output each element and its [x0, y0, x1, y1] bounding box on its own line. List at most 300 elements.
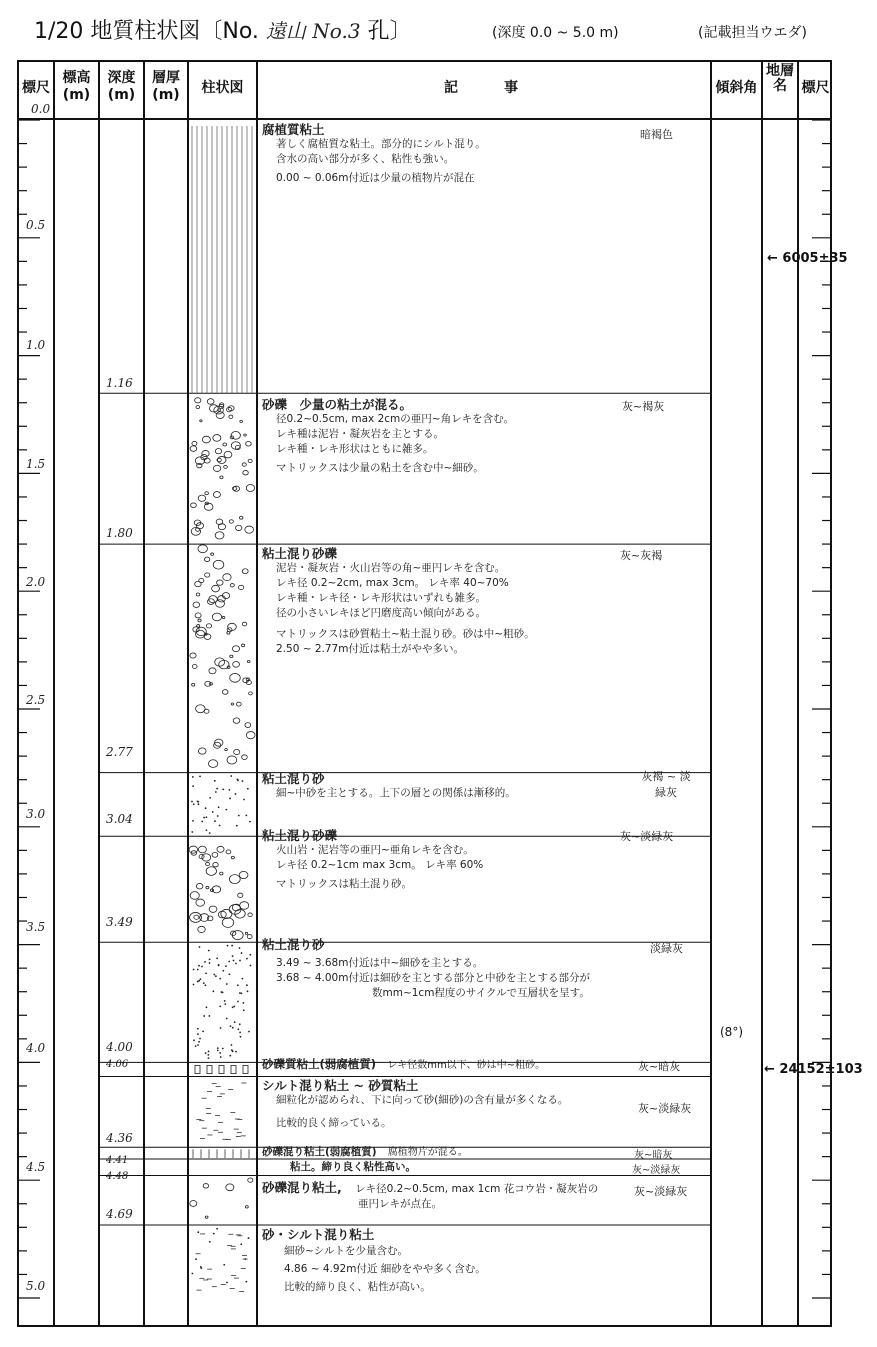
column-pattern-sand: [213, 1233, 215, 1235]
column-pattern-sand: [222, 788, 224, 790]
column-pattern-gravel: [246, 484, 254, 491]
depth-label: 4.06: [106, 1059, 129, 1070]
layer-line: 泥岩・凝灰岩・火山岩等の角~亜円レキを含む。: [276, 562, 506, 574]
column-pattern-gravel: [190, 446, 197, 452]
col-header-scale: 標尺: [22, 80, 50, 96]
column-pattern-sand: [243, 1009, 245, 1011]
column-pattern-gravel: [246, 441, 252, 446]
column-pattern-gravel: [227, 756, 237, 764]
column-pattern-gravel: [246, 732, 255, 739]
column-pattern-sand: [225, 965, 227, 967]
column-pattern-sand: [192, 776, 194, 778]
column-pattern-sand: [239, 1031, 241, 1033]
layer-line: マトリックスは砂質粘土~粘土混り砂。砂は中~粗砂。: [276, 628, 535, 640]
column-pattern-gravel: [223, 443, 227, 446]
layer-title: 砂礫混り粘土(弱腐植質): [262, 1146, 377, 1158]
column-pattern-gravel: [213, 862, 218, 866]
layer-line: 細~中砂を主とする。上下の層との関係は漸移的。: [276, 787, 516, 799]
col-header-description: 記 事: [444, 80, 524, 96]
column-pattern-gravel: [206, 624, 211, 628]
layer-color: 淡緑灰: [650, 942, 683, 955]
layer-color: 灰~暗灰: [638, 1060, 681, 1073]
recorder: (記載担当ウエダ): [698, 25, 807, 41]
column-pattern-sand: [203, 817, 205, 819]
column-pattern-gravel: [190, 1201, 197, 1207]
column-pattern-gravel: [192, 441, 197, 445]
column-pattern-sand: [203, 1015, 205, 1017]
column-pattern-gravel: [204, 557, 209, 561]
column-pattern-gravel: [218, 524, 225, 530]
layer-description: [262, 828, 483, 892]
column-pattern-gravel: [226, 850, 231, 854]
column-pattern-sand: [232, 1027, 234, 1029]
column-pattern-sand: [235, 1051, 237, 1053]
column-pattern-block: [243, 1065, 248, 1073]
column-pattern-sand: [206, 829, 208, 831]
column-pattern-gravel: [190, 653, 196, 658]
layer-description: [262, 1180, 598, 1212]
column-pattern-sand: [197, 1033, 199, 1035]
layer-description: [262, 1146, 468, 1159]
column-pattern-gravel: [220, 476, 223, 479]
layer-line: 比較的良く締っている。: [276, 1117, 392, 1129]
column-pattern-sand: [230, 775, 232, 777]
column-pattern-sand: [233, 960, 235, 962]
column-pattern-gravel: [236, 525, 242, 530]
layer-line: 含水の高い部分が多く、粘性も強い。: [276, 153, 455, 165]
scale-label: 4.5: [26, 1160, 46, 1174]
layer-title: 粘土混り砂礫: [262, 546, 338, 561]
column-pattern-sand: [222, 1048, 224, 1050]
layer-title: 砂礫混り粘土,: [262, 1180, 342, 1195]
column-pattern-sand: [237, 984, 239, 986]
layer-line: 細砂~シルトを少量含む。: [284, 1245, 409, 1257]
column-pattern-gravel: [190, 892, 199, 900]
layer-title: 粘土混り砂: [262, 937, 325, 952]
column-pattern-gravel: [198, 926, 205, 932]
column-pattern-sand: [201, 966, 203, 968]
column-pattern-sand: [243, 799, 245, 801]
column-pattern-gravel: [193, 602, 200, 607]
layer-line: 亜円レキが点在。: [358, 1198, 442, 1210]
column-pattern-gravel: [206, 867, 216, 876]
layer-title: 粘土混り砂礫: [262, 828, 338, 843]
column-pattern-sand: [208, 950, 210, 952]
column-pattern-sand: [224, 1000, 226, 1002]
layer-line: 径の小さいレキほど円磨度高い傾向がある。: [276, 607, 486, 619]
column-pattern-gravel: [215, 449, 221, 454]
column-pattern-gravel: [248, 459, 252, 462]
column-pattern-gravel: [222, 616, 225, 618]
layer-line: レキ種・レキ径・レキ形状はいずれも雑多。: [276, 592, 486, 604]
column-pattern-sand: [213, 974, 215, 976]
column-pattern-sand: [245, 1281, 247, 1283]
scale-label: 5.0: [26, 1279, 46, 1293]
column-pattern-sand: [217, 1047, 219, 1049]
column-pattern-sand: [200, 978, 202, 980]
layer-color: 灰~暗灰: [634, 1150, 673, 1161]
column-pattern-sand: [230, 1025, 232, 1027]
column-pattern-sand: [242, 1002, 244, 1004]
column-pattern-sand: [225, 809, 227, 811]
column-pattern-sand: [197, 800, 199, 802]
depth-label: 4.48: [106, 1171, 129, 1182]
column-pattern-sand: [216, 1228, 218, 1230]
column-pattern-gravel: [222, 918, 234, 928]
layer-title: 粘土。締り良く粘性高い。: [290, 1161, 416, 1173]
dip-value: (8°): [720, 1025, 743, 1039]
layer-line: 径0.2~0.5cm, max 2cmの亜円~角レキを含む。: [276, 413, 515, 425]
column-pattern-sand: [247, 990, 249, 992]
column-pattern-gravel: [205, 681, 211, 686]
column-pattern-sand: [199, 775, 201, 777]
column-pattern-gravel: [217, 580, 223, 585]
column-pattern-gravel: [189, 846, 198, 853]
layer-title: 砂礫 少量の粘土が混る。: [262, 397, 413, 412]
column-pattern-gravel: [202, 436, 210, 443]
column-pattern-gravel: [247, 935, 252, 939]
column-pattern-sand: [219, 1005, 221, 1007]
scale-label: 1.0: [26, 338, 46, 352]
column-pattern-sand: [197, 1231, 199, 1233]
column-pattern-sand: [195, 1258, 197, 1260]
column-pattern-gravel: [234, 749, 240, 754]
column-pattern-gravel: [242, 644, 245, 647]
column-pattern-sand: [240, 1036, 242, 1038]
col-header-dip: 傾斜角: [715, 80, 758, 96]
layer-color: 灰褐 ~ 淡緑灰: [641, 770, 691, 799]
layer-line: マトリックスは少量の粘土を含む中~細砂。: [276, 462, 484, 474]
column-pattern-gravel: [247, 660, 250, 662]
column-pattern-gravel: [209, 906, 217, 912]
column-pattern-sand: [232, 1050, 234, 1052]
column-pattern-sand: [206, 1006, 208, 1008]
layer-line: 細粒化が認められ、下に向って砂(細砂)の含有量が多くなる。: [276, 1094, 569, 1106]
column-pattern-sand: [209, 832, 211, 834]
column-pattern-gravel: [204, 503, 213, 510]
column-pattern-sand: [212, 990, 214, 992]
column-pattern-gravel: [248, 1178, 253, 1182]
column-pattern-gravel: [192, 664, 197, 668]
column-pattern-gravel: [230, 655, 233, 658]
column-pattern-sand: [215, 975, 217, 977]
layer-color: 暗褐色: [640, 128, 673, 141]
column-pattern-sand: [198, 1041, 200, 1043]
column-pattern-gravel: [196, 406, 200, 409]
column-pattern-sand: [218, 806, 220, 808]
column-pattern-gravel: [213, 492, 220, 498]
column-pattern-sand: [233, 1006, 235, 1008]
scale-label: 1.5: [26, 457, 46, 471]
column-pattern-sand: [232, 955, 234, 957]
column-pattern-gravel: [231, 856, 234, 859]
column-pattern-sand: [208, 1057, 210, 1059]
column-pattern-gravel: [244, 434, 247, 436]
layer-description: [262, 1057, 545, 1073]
depth-label: 3.49: [106, 915, 133, 929]
column-pattern-sand: [249, 954, 251, 956]
layer-description: [262, 771, 516, 801]
column-pattern-sand: [193, 803, 195, 805]
column-pattern-sand: [192, 1273, 194, 1275]
column-pattern-gravel: [230, 673, 241, 682]
depth-label: 4.69: [106, 1207, 133, 1221]
layer-line: 2.50 ~ 2.77m付近は粘土がやや多い。: [276, 643, 464, 655]
title-suffix: 孔〕: [367, 19, 412, 44]
column-pattern-gravel: [206, 886, 209, 889]
column-pattern-sand: [218, 965, 220, 967]
column-pattern-sand: [214, 820, 216, 822]
column-pattern-sand: [220, 1056, 222, 1058]
column-pattern-gravel: [233, 718, 240, 724]
column-pattern-sand: [206, 816, 208, 818]
layer-description: [262, 546, 535, 657]
layer-line: レキ径 0.2~2cm, max 3cm。 レキ率 40~70%: [276, 577, 509, 589]
column-pattern-sand: [228, 973, 230, 975]
column-pattern-gravel: [196, 705, 206, 713]
column-pattern-sand: [229, 1055, 231, 1057]
column-pattern-sand: [229, 798, 231, 800]
column-pattern-gravel: [195, 613, 201, 618]
column-pattern-block: [219, 1065, 224, 1073]
column-pattern-gravel: [224, 465, 228, 468]
column-pattern-gravel: [214, 742, 221, 748]
column-pattern-gravel: [236, 702, 241, 706]
column-pattern-gravel: [196, 899, 205, 906]
column-pattern-sand: [207, 1054, 209, 1056]
column-pattern-sand: [226, 1018, 228, 1020]
radiocarbon-date: ← 24152±103: [764, 1062, 863, 1077]
column-pattern-gravel: [200, 420, 202, 422]
col-header-column: 柱状図: [201, 80, 244, 96]
column-pattern-block: [231, 1065, 236, 1073]
column-pattern-sand: [193, 969, 195, 971]
column-pattern-sand: [236, 825, 238, 827]
column-pattern-block: [195, 1065, 200, 1073]
layer-title: シルト混り粘土 ~ 砂質粘土: [262, 1078, 419, 1093]
layer-line: レキ種は泥岩・凝灰岩を主とする。: [276, 428, 444, 440]
column-pattern-gravel: [239, 585, 244, 589]
column-pattern-sand: [216, 788, 218, 790]
column-pattern-gravel: [198, 619, 201, 622]
column-pattern-gravel: [225, 749, 228, 751]
depth-range: (深度 0.0 ~ 5.0 m): [492, 25, 619, 41]
layer-title: 砂・シルト混り粘土: [262, 1227, 375, 1242]
column-pattern-gravel: [216, 412, 224, 419]
column-pattern-gravel: [208, 760, 217, 768]
column-pattern-gravel: [208, 599, 215, 605]
column-pattern-gravel: [192, 683, 195, 686]
column-pattern-gravel: [227, 407, 232, 411]
column-pattern-sand: [205, 807, 207, 809]
layer-description: [262, 937, 590, 1001]
column-pattern-sand: [205, 1052, 207, 1054]
scale-label: 0.0: [31, 102, 51, 116]
scale-label: 2.0: [26, 575, 46, 589]
depth-label: 4.00: [106, 1040, 133, 1054]
column-pattern-sand: [237, 1001, 239, 1003]
layer-description: [262, 1078, 568, 1131]
column-pattern-sand: [202, 1030, 204, 1032]
column-pattern-gravel: [211, 553, 214, 555]
column-pattern-sand: [231, 1044, 233, 1046]
col-header-depth: 深度 (m): [107, 70, 136, 103]
column-pattern-sand: [239, 947, 241, 949]
depth-label: 1.80: [106, 526, 133, 540]
column-pattern-sand: [205, 972, 207, 974]
column-pattern-sand: [219, 1052, 221, 1054]
column-pattern-gravel: [245, 932, 247, 934]
column-pattern-sand: [239, 1023, 241, 1025]
column-pattern-sand: [239, 992, 241, 994]
layer-title: 腐植質粘土: [262, 122, 325, 137]
column-pattern-gravel: [202, 450, 209, 456]
column-pattern-sand: [217, 1049, 219, 1051]
column-pattern-sand: [237, 780, 239, 782]
column-pattern-sand: [212, 811, 214, 813]
column-pattern-gravel: [212, 852, 218, 857]
column-pattern-sand: [200, 1267, 202, 1269]
column-pattern-gravel: [231, 432, 240, 440]
column-pattern-block: [207, 1065, 212, 1073]
column-pattern-gravel: [245, 1206, 248, 1208]
column-pattern-gravel: [205, 1216, 208, 1218]
column-pattern-sand: [193, 1039, 195, 1041]
column-pattern-sand: [226, 983, 228, 985]
column-pattern-sand: [248, 1237, 250, 1239]
column-pattern-sand: [244, 1258, 246, 1260]
column-pattern-gravel: [213, 435, 221, 442]
layer-description: [262, 122, 486, 186]
column-pattern-gravel: [212, 613, 221, 621]
column-pattern-gravel: [218, 456, 226, 463]
column-pattern-sand: [226, 1282, 228, 1284]
layer-line: 4.86 ~ 4.92m付近 細砂をやや多く含む。: [284, 1263, 486, 1275]
column-pattern-gravel: [239, 516, 242, 519]
depth-label: 3.04: [106, 812, 133, 826]
column-pattern-sand: [223, 1264, 225, 1266]
column-pattern-gravel: [231, 703, 234, 705]
column-pattern-gravel: [222, 690, 228, 695]
column-pattern-sand: [215, 791, 217, 793]
layer-line: レキ種・レキ形状はともに雑多。: [276, 443, 434, 455]
layer-line: 0.00 ~ 0.06m付近は少量の植物片が混在: [276, 172, 475, 184]
column-pattern-sand: [208, 1051, 210, 1053]
col-header-thickness: 層厚 (m): [152, 70, 180, 103]
column-pattern-gravel: [196, 883, 203, 889]
column-pattern-sand: [197, 969, 199, 971]
column-pattern-sand: [191, 801, 193, 803]
column-pattern-gravel: [245, 723, 251, 728]
column-pattern-gravel: [209, 668, 216, 674]
layer-color: 灰~淡緑灰: [634, 1185, 688, 1198]
column-pattern-gravel: [232, 646, 239, 652]
column-pattern-gravel: [220, 872, 223, 875]
layer-line: レキ径0.2~0.5cm, max 1cm 花コウ岩・凝灰岩の: [355, 1183, 599, 1195]
column-pattern-gravel: [240, 420, 243, 422]
column-pattern-gravel: [197, 625, 200, 628]
column-pattern-gravel: [194, 915, 199, 919]
layer-description: [262, 397, 514, 476]
layer-color: 灰~淡緑灰: [632, 1165, 681, 1176]
depth-label: 2.77: [106, 745, 133, 759]
column-pattern-sand: [232, 1006, 234, 1008]
column-pattern-gravel: [224, 451, 232, 458]
column-pattern-gravel: [229, 520, 233, 523]
column-pattern-gravel: [205, 573, 210, 577]
column-pattern-sand: [235, 793, 237, 795]
scale-label: 4.0: [26, 1041, 46, 1055]
layer-line: レキ径数mm以下、砂は中~粗砂。: [387, 1060, 546, 1071]
column-pattern-sand: [198, 803, 200, 805]
column-pattern-sand: [250, 965, 252, 967]
column-pattern-gravel: [245, 526, 254, 533]
column-pattern-gravel: [207, 399, 214, 405]
layer-line: レキ径 0.2~1cm max 3cm。 レキ率 60%: [276, 859, 484, 871]
col-header-formation: 地層名: [766, 63, 794, 94]
column-pattern-sand: [191, 831, 193, 833]
depth-label: 1.16: [106, 376, 133, 390]
column-pattern-sand: [201, 821, 203, 823]
column-pattern-gravel: [242, 755, 248, 760]
column-pattern-gravel: [242, 569, 248, 574]
layer-line: 数mm~1cm程度のサイクルで互層状を呈す。: [372, 987, 590, 999]
layer-line: 比較的締り良く、粘性が高い。: [284, 1281, 431, 1293]
column-pattern-gravel: [206, 862, 210, 865]
column-pattern-sand: [197, 981, 199, 983]
column-pattern-gravel: [215, 532, 224, 539]
title-hole: 遠山 No.3: [265, 19, 361, 43]
column-pattern-sand: [195, 1045, 197, 1047]
layer-title: 砂礫質粘土(弱腐植質): [262, 1057, 377, 1071]
column-pattern-gravel: [226, 1184, 234, 1191]
column-pattern-sand: [227, 945, 229, 947]
column-pattern-gravel: [215, 600, 224, 607]
layer-color: 灰~灰褐: [620, 549, 663, 562]
column-pattern-sand: [198, 965, 200, 967]
column-pattern-sand: [197, 1044, 199, 1046]
column-pattern-sand: [237, 1028, 239, 1030]
column-pattern-gravel: [212, 585, 220, 592]
column-pattern-gravel: [196, 627, 206, 635]
column-pattern-sand: [235, 963, 237, 965]
column-pattern-gravel: [213, 560, 224, 569]
column-pattern-sand: [219, 978, 221, 980]
column-pattern-gravel: [242, 622, 246, 626]
layer-color: 灰~淡緑灰: [638, 1102, 692, 1115]
column-pattern-gravel: [217, 846, 224, 852]
column-pattern-sand: [216, 957, 218, 959]
column-pattern-gravel: [199, 578, 204, 582]
layer-description: [290, 1161, 416, 1174]
column-pattern-gravel: [198, 495, 205, 501]
column-pattern-gravel: [191, 503, 197, 508]
column-pattern-sand: [246, 984, 248, 986]
column-pattern-sand: [220, 991, 222, 993]
column-pattern-gravel: [242, 463, 246, 466]
column-pattern-sand: [228, 961, 230, 963]
column-pattern-sand: [240, 1243, 242, 1245]
radiocarbon-date: ← 6005±35: [767, 251, 848, 266]
column-pattern-sand: [234, 1021, 236, 1023]
scale-label: 0.5: [26, 218, 46, 232]
column-pattern-sand: [209, 962, 211, 964]
column-pattern-sand: [192, 785, 194, 787]
column-pattern-gravel: [239, 871, 248, 878]
column-pattern-gravel: [196, 593, 200, 596]
column-pattern-gravel: [230, 584, 234, 587]
column-pattern-gravel: [197, 463, 202, 467]
